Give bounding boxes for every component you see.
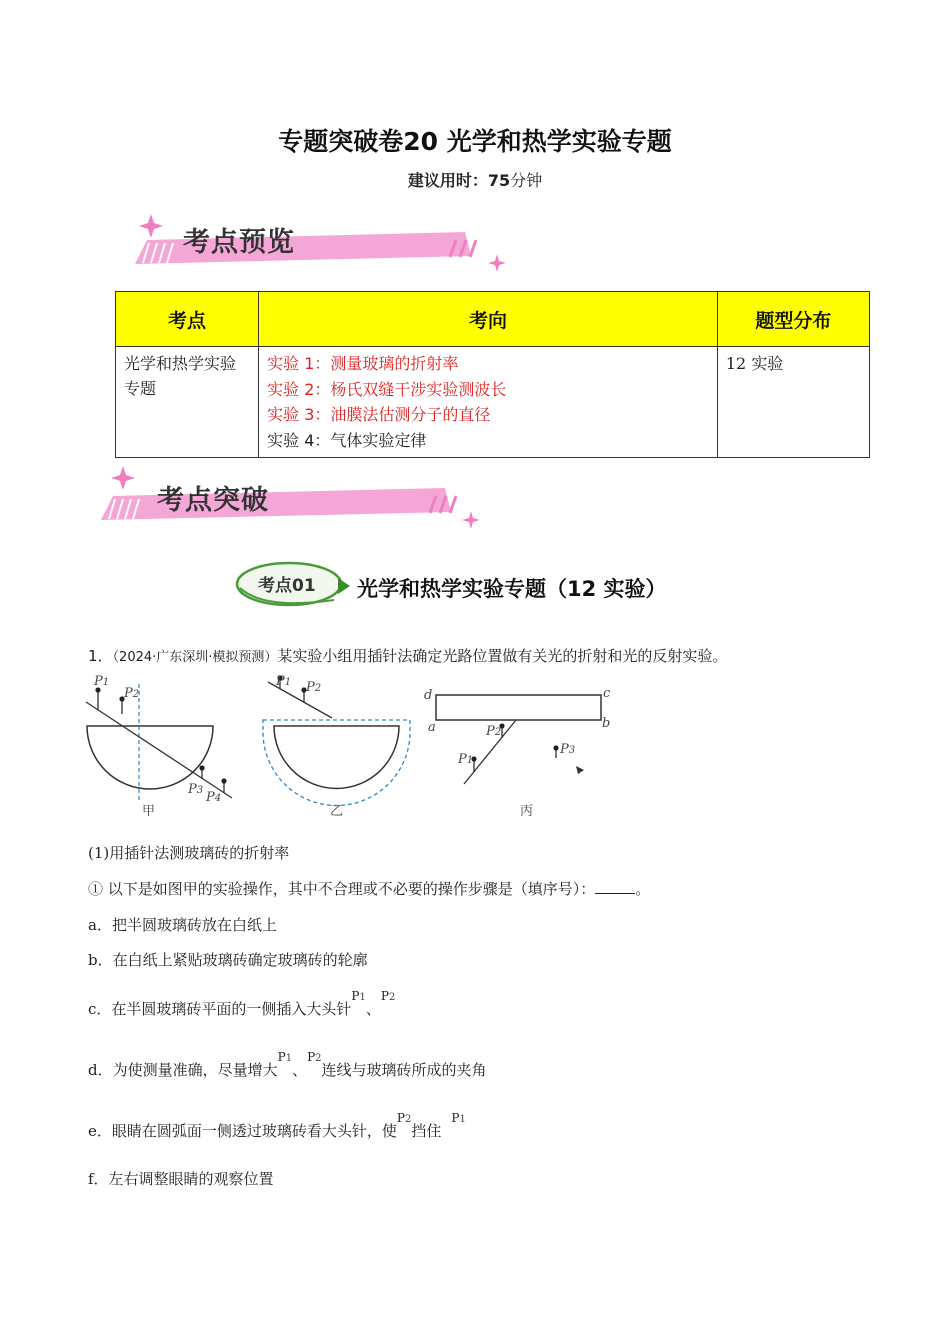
item1-end: 。 xyxy=(635,880,651,898)
page-title: 专题突破卷20 光学和热学实验专题 xyxy=(278,127,672,156)
option-d-tail: 连线与玻璃砖所成的夹角 xyxy=(321,1061,487,1079)
pin-label-p4 xyxy=(206,790,221,805)
pin-subscript: 1 xyxy=(359,992,366,1003)
pin-subscript: 1 xyxy=(459,1114,466,1125)
pin-subscript: 3 xyxy=(196,785,204,796)
pin-symbol: P xyxy=(94,674,103,689)
corner-label-c: c xyxy=(603,686,611,701)
pin-subscript: 1 xyxy=(285,1053,293,1064)
corner-label-d: d xyxy=(424,688,433,703)
answer-blank[interactable] xyxy=(595,893,635,894)
figure-label-bing: 丙 xyxy=(520,804,534,819)
suggested-time xyxy=(0,168,950,191)
pin-symbol: P xyxy=(451,1111,460,1125)
pin-symbol: P xyxy=(486,724,495,739)
badge-text: 考点01 xyxy=(258,576,316,596)
pin-subscript: 2 xyxy=(315,1053,322,1064)
direction-prefix: 实验 1： xyxy=(267,354,331,373)
pin-subscript: 1 xyxy=(102,677,110,688)
option-d-sep: 、 xyxy=(292,1061,308,1079)
pin-subscript: 1 xyxy=(284,677,292,688)
pin-subscript: 2 xyxy=(404,1114,412,1125)
pin-subscript: 1 xyxy=(466,755,474,766)
question-source: （2024·广东深圳·模拟预测） xyxy=(112,650,278,665)
figure-label-yi: 乙 xyxy=(330,804,344,819)
table-row xyxy=(116,347,870,458)
banner-decoration xyxy=(95,464,495,534)
figure-bing xyxy=(420,680,620,822)
direction-item-2 xyxy=(267,377,709,403)
direction-item-3 xyxy=(267,402,709,428)
pin-label-p3 xyxy=(560,742,575,757)
banner-breakthrough-text: 考点突破 xyxy=(157,485,269,516)
table-cell-distribution: 12 实验 xyxy=(717,347,869,458)
pin-label-p1 xyxy=(451,1111,465,1125)
item1-text: ① 以下是如图甲的实验操作，其中不合理或不必要的操作步骤是（填序号）： xyxy=(88,880,596,898)
pin-symbol: P xyxy=(124,686,133,701)
pin-symbol: P xyxy=(396,1111,405,1125)
suggested-time-value: 75 xyxy=(487,171,511,190)
overview-table xyxy=(115,291,870,458)
section-banner-breakthrough xyxy=(95,464,495,534)
pin-symbol: P xyxy=(560,742,569,757)
pin-symbol: P xyxy=(458,752,467,767)
section-banner-preview xyxy=(125,210,515,280)
table-header-topic: 考点 xyxy=(116,292,259,347)
table-header-distribution: 题型分布 xyxy=(717,292,869,347)
figure-jia xyxy=(82,672,242,822)
direction-prefix: 实验 2： xyxy=(267,379,331,399)
question-text: 某实验小组用插针法确定光路位置做有关光的折射和光的反射实验。 xyxy=(277,647,728,665)
pin-label-p2 xyxy=(397,1111,411,1125)
direction-text: 杨氏双缝干涉实验测波长 xyxy=(330,379,507,399)
pin-label-p2 xyxy=(486,724,501,739)
banner-preview-text: 考点预览 xyxy=(183,227,295,258)
direction-text: 测量玻璃的折射率 xyxy=(330,354,459,373)
pin-symbol: P xyxy=(188,782,197,797)
question-number: 1． xyxy=(88,647,113,665)
figure-label-jia: 甲 xyxy=(142,804,156,819)
table-cell-directions xyxy=(259,347,718,458)
pin-label-p1 xyxy=(458,752,473,767)
pin-label-p1 xyxy=(278,1050,292,1064)
pin-label-p2 xyxy=(307,1050,321,1064)
pin-symbol: P xyxy=(277,1050,286,1064)
pin-label-p1 xyxy=(94,674,109,689)
direction-item-1 xyxy=(267,351,709,377)
option-c xyxy=(88,989,396,1019)
pin-subscript: 4 xyxy=(214,793,222,804)
pin-subscript: 2 xyxy=(388,992,396,1003)
option-e xyxy=(88,1111,466,1141)
option-f: f．左右调整眼睛的观察位置 xyxy=(88,1170,274,1188)
pin-subscript: 2 xyxy=(132,689,140,700)
direction-prefix: 实验 4： xyxy=(267,430,331,450)
figure-yi xyxy=(260,672,420,822)
option-d-text: d．为使测量准确，尽量增大 xyxy=(88,1061,278,1079)
direction-text: 油膜法估测分子的直径 xyxy=(330,405,491,424)
direction-prefix: 实验 3： xyxy=(267,405,331,424)
pin-symbol: P xyxy=(276,674,285,689)
pin-label-p1 xyxy=(351,989,365,1003)
pin-symbol: P xyxy=(351,989,360,1003)
table-cell-topic: 光学和热学实验专题 xyxy=(116,347,259,458)
pin-subscript: 3 xyxy=(568,745,576,756)
suggested-time-unit: 分钟 xyxy=(510,171,543,190)
option-e-mid: 挡住 xyxy=(411,1122,442,1140)
pin-label-p2 xyxy=(381,989,395,1003)
pin-symbol: P xyxy=(306,680,315,695)
section-title: 光学和热学实验专题（12 实验） xyxy=(357,577,667,601)
option-c-text: c．在半圆玻璃砖平面的一侧插入大头针 xyxy=(88,1000,352,1018)
pin-label-p1 xyxy=(276,674,291,689)
option-a: a．把半圆玻璃砖放在白纸上 xyxy=(88,916,277,934)
pin-subscript: 2 xyxy=(494,727,502,738)
corner-label-b: b xyxy=(602,716,611,731)
eye-icon xyxy=(576,766,584,774)
pin-symbol: P xyxy=(307,1050,316,1064)
option-e-text: e．眼睛在圆弧面一侧透过玻璃砖看大头针，使 xyxy=(88,1122,397,1140)
pin-symbol: P xyxy=(206,790,215,805)
pin-subscript: 2 xyxy=(314,683,322,694)
part1-item1 xyxy=(88,878,650,899)
option-d xyxy=(88,1050,487,1080)
option-c-sep: 、 xyxy=(365,1000,381,1018)
direction-text: 气体实验定律 xyxy=(330,430,427,450)
pin-label-p2 xyxy=(124,686,139,701)
option-b: b．在白纸上紧贴玻璃砖确定玻璃砖的轮廓 xyxy=(88,951,368,969)
question-stem xyxy=(88,645,888,666)
pin-symbol: P xyxy=(380,989,389,1003)
part1-title: (1)用插针法测玻璃砖的折射率 xyxy=(88,844,290,862)
pin-label-p2 xyxy=(306,680,321,695)
corner-label-a: a xyxy=(428,720,436,735)
topic-badge xyxy=(234,560,354,612)
suggested-time-label: 建议用时： xyxy=(407,171,488,190)
table-header-direction: 考向 xyxy=(259,292,718,347)
table-header-row xyxy=(116,292,870,347)
direction-item-4 xyxy=(267,428,709,454)
pin-label-p3 xyxy=(188,782,203,797)
